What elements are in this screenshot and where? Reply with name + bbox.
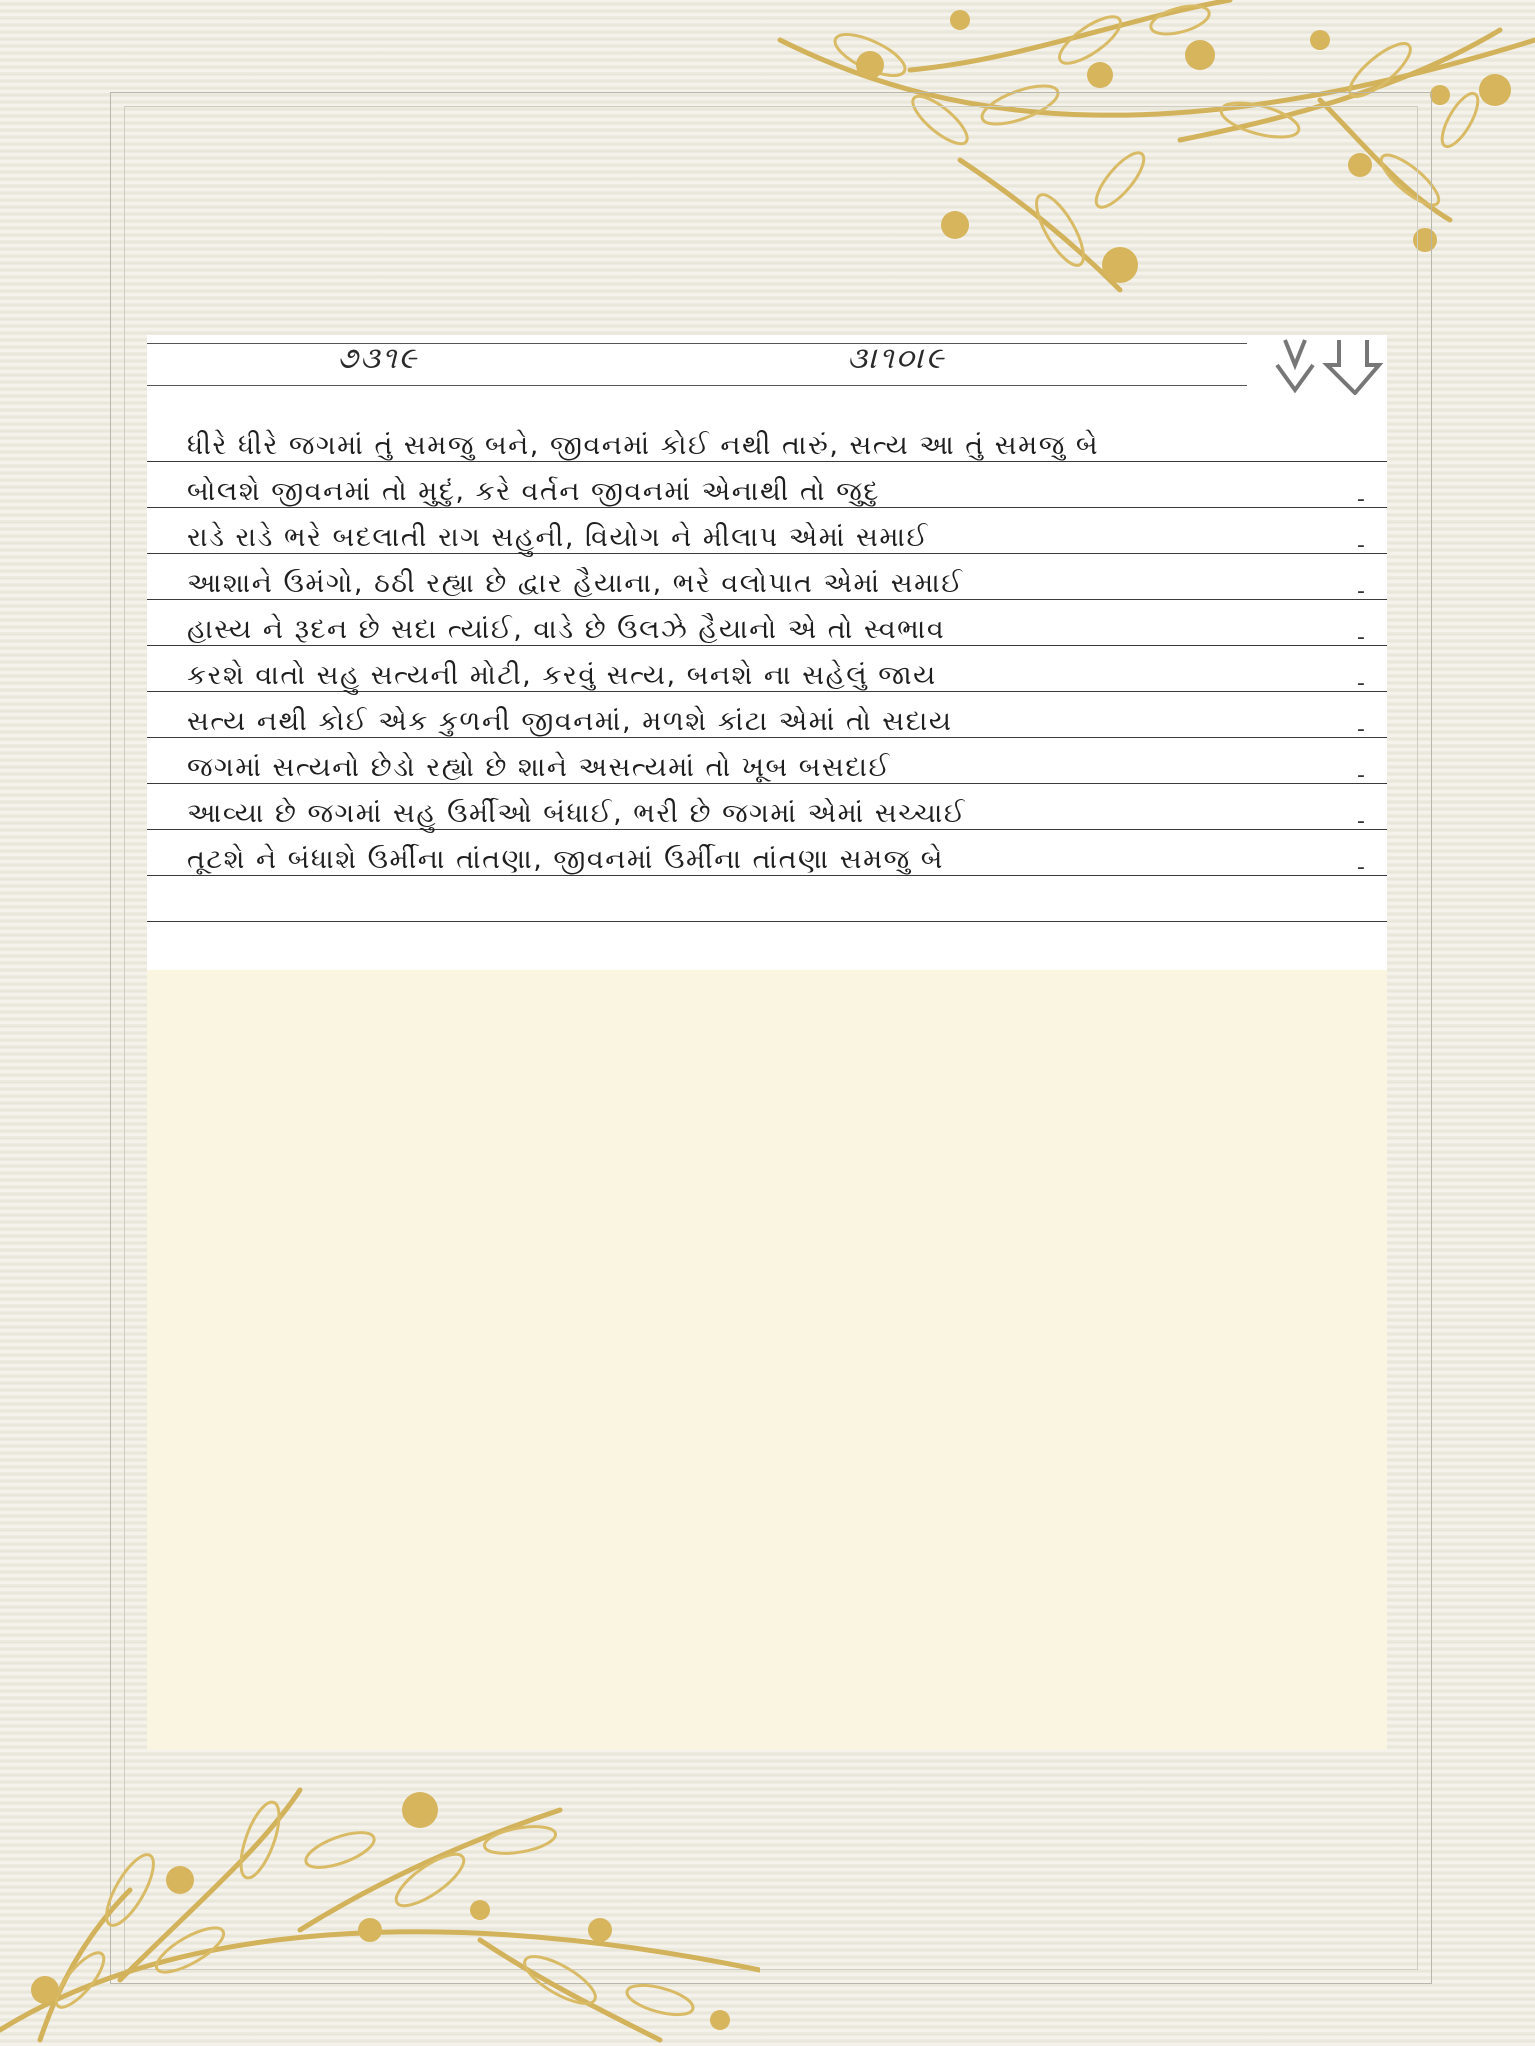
line-end-mark: - <box>1357 533 1365 558</box>
line-end-mark: - <box>1357 671 1365 696</box>
header-bottom-line <box>147 385 1247 386</box>
line-end-mark: - <box>1357 625 1365 650</box>
note-date: ૩।૧૦।૯ <box>847 341 946 376</box>
line-end-mark: - <box>1357 855 1365 880</box>
gold-vine-bottom-left <box>0 1780 760 2046</box>
ruled-line <box>147 921 1387 922</box>
note-line-10: તૂટશે ને બંધાશે ઉર્મીના તાંતણા, જીવનમાં ઉર્મીના તાંતણા સમજુ બે <box>187 844 944 875</box>
note-line-3: રાડે રાડે ભરે બદલાતી રાગ સહુની, વિયોગ ને મીલાપ એમાં સમાઈ <box>187 522 929 553</box>
note-line-6: કરશે વાતો સહુ સત્યની મોટી, કરવું સત્ય, બનશે ના સહેલું જાય <box>187 660 937 691</box>
note-line-5: હાસ્ય ને રૂદન છે સદા ત્યાંઈ, વાડે છે ઉલઝે હૈયાનો એ તો સ્વભાવ <box>187 614 946 645</box>
note-line-2: બોલશે જીવનમાં તો મુદું, કરે વર્તન જીવનમાં એનાથી તો જુદુ <box>187 476 880 507</box>
line-end-mark: - <box>1357 763 1365 788</box>
note-line-9: આવ્યા છે જગમાં સહુ ઉર્મીઓ બંધાઈ, ભરી છે જગમાં એમાં સચ્ચાઈ <box>187 798 967 829</box>
note-number: ૭૩૧૯ <box>337 341 419 376</box>
note-line-4: આશાને ઉમંગો, ઠઠી રહ્યા છે દ્વાર હૈયાના, ભરે વલોપાત એમાં સમાઈ <box>187 568 964 599</box>
line-end-mark: - <box>1357 579 1365 604</box>
line-end-mark: - <box>1357 717 1365 742</box>
note-line-1: ધીરે ધીરે જગમાં તું સમજુ બને, જીવનમાં કોઈ નથી તારું, સત્ય આ તું સમજુ બે <box>187 430 1099 461</box>
cream-text-panel <box>147 970 1387 1750</box>
down-arrows-icon <box>1267 335 1387 395</box>
note-line-7: સત્ય નથી કોઈ એક કુળની જીવનમાં, મળશે કાંટા એમાં તો સદાય <box>187 706 953 737</box>
line-end-mark: - <box>1357 809 1365 834</box>
header-top-line <box>147 343 1247 344</box>
note-line-8: જગમાં સત્યનો છેડો રહ્યો છે શાને અસત્યમાં તો ખૂબ બસદાઈ <box>187 752 891 783</box>
handwritten-note <box>147 335 1387 970</box>
line-end-mark: - <box>1357 487 1365 512</box>
